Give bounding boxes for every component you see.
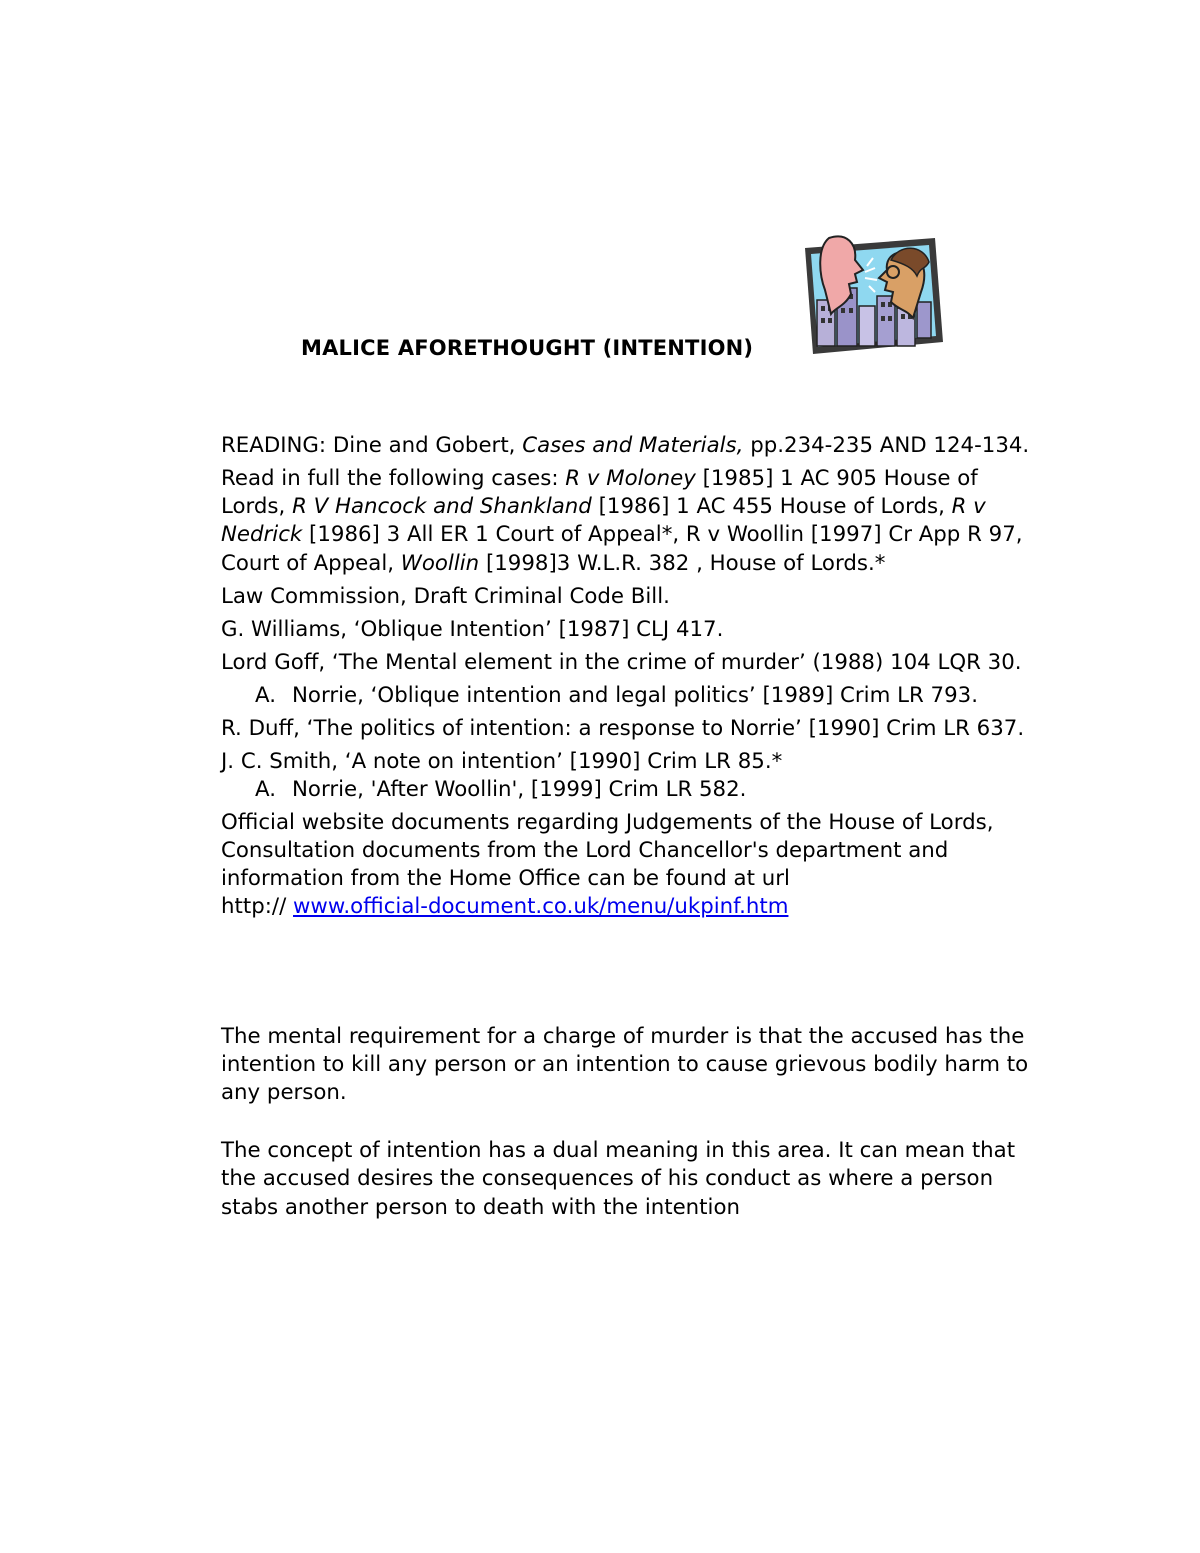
reference-norrie-1989: A. Norrie, ‘Oblique intention and legal politics’ [1989] Crim LR 793. [255, 682, 978, 708]
official-website-note: Official website documents regarding Judgements of the House of Lords, Consultation documents from the Lord Chancellor's department and information from the Home Office can be found at url [221, 809, 994, 892]
reference-norrie-1999: A. Norrie, 'After Woollin', [1999] Crim LR 582. [255, 776, 747, 802]
official-document-link[interactable]: www.official-document.co.uk/menu/ukpinf.htm [293, 894, 789, 920]
arguing-people-cityscape-icon [795, 230, 945, 360]
reference-law-commission: Law Commission, Draft Criminal Code Bill. [221, 583, 670, 609]
cases-paragraph: Read in full the following cases: R v Moloney [1985] 1 AC 905 House of Lords, R V Hancock and Shankland [1986] 1 AC 455 House of Lords, R v Nedrick [1986] 3 All ER 1 Court of Appeal*, R v Woollin [1997] Cr App R 97, Court of Appeal, Woollin [1998]3 W.L.R. 382 , House of Lords.* [221, 466, 1023, 576]
page-title: MALICE AFORETHOUGHT (INTENTION) [301, 336, 754, 360]
reference-smith: J. C. Smith, ‘A note on intention’ [1990] Crim LR 85.* [221, 748, 783, 774]
reference-duff: R. Duff, ‘The politics of intention: a response to Norrie’ [1990] Crim LR 637. [221, 715, 1025, 741]
reference-goff: Lord Goff, ‘The Mental element in the crime of murder’ (1988) 104 LQR 30. [221, 649, 1022, 675]
document-body [221, 432, 1031, 1222]
reference-williams: G. Williams, ‘Oblique Intention’ [1987] CLJ 417. [221, 616, 724, 642]
mental-requirement-paragraph: The mental requirement for a charge of murder is that the accused has the intention to kill any person or an intention to cause grievous bodily harm to any person. [221, 1023, 1029, 1106]
reading-paragraph: READING: Dine and Gobert, Cases and Materials, pp.234-235 AND 124-134. [221, 433, 1030, 458]
url-line: http:// www.official-document.co.uk/menu/ukpinf.htm [221, 894, 789, 920]
dual-meaning-paragraph: The concept of intention has a dual meaning in this area. It can mean that the accused desires the consequences of his conduct as where a person stabs another person to death with the intention [221, 1138, 1016, 1220]
